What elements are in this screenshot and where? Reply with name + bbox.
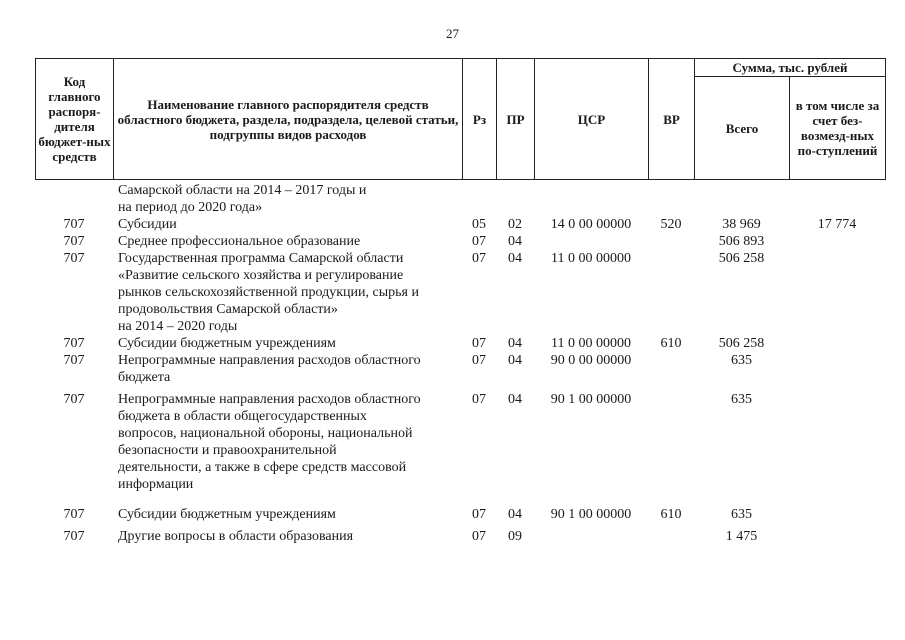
row-total: 635 xyxy=(731,353,752,368)
row-rz: 07 xyxy=(472,353,486,368)
row-incl xyxy=(789,493,885,523)
row-rz xyxy=(462,182,496,216)
header-vr: ВР xyxy=(649,59,695,180)
row-name: Самарской области на 2014 – 2017 годы и на период до 2020 года» xyxy=(118,183,367,215)
table-row xyxy=(35,523,885,545)
header-pr: ПР xyxy=(497,59,535,180)
row-csr xyxy=(534,233,648,250)
row-code: 707 xyxy=(63,353,85,368)
row-code: 707 xyxy=(63,217,85,232)
row-rz: 07 xyxy=(472,251,486,266)
row-rz: 07 xyxy=(472,336,486,351)
row-pr: 04 xyxy=(508,234,522,249)
row-csr: 90 0 00 00000 xyxy=(550,353,632,368)
header-csr: ЦСР xyxy=(535,59,649,180)
row-pr xyxy=(496,182,534,216)
row-csr xyxy=(534,182,648,216)
row-incl: 17 774 xyxy=(817,217,857,232)
row-vr xyxy=(648,233,694,250)
row-csr xyxy=(534,523,648,545)
row-code: 707 xyxy=(63,336,85,351)
row-code: 707 xyxy=(63,251,85,266)
row-code xyxy=(35,182,113,216)
row-rz: 07 xyxy=(472,529,486,544)
row-vr xyxy=(648,182,694,216)
table-row xyxy=(35,352,885,386)
row-incl xyxy=(789,523,885,545)
row-name: Субсидии бюджетным учреждениям xyxy=(118,336,336,351)
row-incl xyxy=(789,250,885,335)
header-code: Код главного распоря-дителя бюджет-ных средств xyxy=(36,59,114,180)
row-vr: 610 xyxy=(660,507,682,522)
row-vr xyxy=(648,386,694,493)
row-code: 707 xyxy=(63,529,85,544)
row-code: 707 xyxy=(63,392,85,407)
row-name: Субсидии xyxy=(118,217,177,232)
row-total: 1 475 xyxy=(725,529,758,544)
row-total: 38 969 xyxy=(722,217,761,232)
row-name: Другие вопросы в области образования xyxy=(118,529,354,544)
row-incl xyxy=(789,182,885,216)
row-total: 635 xyxy=(731,507,752,522)
row-vr xyxy=(648,523,694,545)
row-csr: 14 0 00 00000 xyxy=(550,217,632,232)
row-code: 707 xyxy=(63,507,85,522)
row-pr: 04 xyxy=(508,353,522,368)
row-pr: 04 xyxy=(508,392,522,407)
page-number: 27 xyxy=(446,26,459,41)
row-csr: 90 1 00 00000 xyxy=(550,392,632,407)
row-rz: 07 xyxy=(472,234,486,249)
row-code: 707 xyxy=(63,234,85,249)
table-row xyxy=(35,493,885,523)
row-pr: 04 xyxy=(508,336,522,351)
row-total: 635 xyxy=(731,392,752,407)
row-name: Непрограммные направления расходов областного бюджета xyxy=(118,353,421,385)
header-name: Наименование главного распорядителя средств областного бюджета, раздела, подраздела, целевой статьи, подгруппы видов расходов xyxy=(114,59,463,180)
table-row xyxy=(35,250,885,335)
row-name: Непрограммные направления расходов областного бюджета в области общегосударственных вопросов, национальной обороны, национальной безопасности и правоохранительной деятельности, а также в сфере средств массовой информации xyxy=(118,392,421,492)
row-vr xyxy=(648,352,694,386)
row-total: 506 258 xyxy=(718,251,765,266)
row-total: 506 258 xyxy=(718,336,765,351)
row-total: 506 893 xyxy=(718,234,765,249)
row-pr: 09 xyxy=(508,529,522,544)
row-pr: 04 xyxy=(508,251,522,266)
budget-table xyxy=(35,182,885,545)
row-rz: 07 xyxy=(472,392,486,407)
row-vr xyxy=(648,250,694,335)
table-row xyxy=(35,233,885,250)
row-incl xyxy=(789,233,885,250)
row-total xyxy=(694,182,789,216)
row-name: Субсидии бюджетным учреждениям xyxy=(118,507,336,522)
header-rz: Рз xyxy=(463,59,497,180)
row-incl xyxy=(789,386,885,493)
table-header xyxy=(35,58,886,180)
row-name: Государственная программа Самарской области «Развитие сельского хозяйства и регулирование рынков сельскохозяйственной продукции, сырья и продовольствия Самарской области» на 2014 – 2020 годы xyxy=(118,251,419,334)
header-sum: Сумма, тыс. рублей xyxy=(695,59,886,77)
table-row xyxy=(35,335,885,352)
row-pr: 02 xyxy=(508,217,522,232)
header-total: Всего xyxy=(695,77,790,180)
header-incl: в том числе за счет без-возмезд-ных по-ступлений xyxy=(790,77,886,180)
table-row xyxy=(35,216,885,233)
row-name: Среднее профессиональное образование xyxy=(118,234,361,249)
row-csr: 11 0 00 00000 xyxy=(551,336,631,351)
row-rz: 05 xyxy=(472,217,486,232)
row-csr: 90 1 00 00000 xyxy=(550,507,632,522)
table-row xyxy=(35,182,885,216)
row-incl xyxy=(789,352,885,386)
table-row xyxy=(35,386,885,493)
row-csr: 11 0 00 00000 xyxy=(551,251,631,266)
row-vr: 520 xyxy=(660,217,682,232)
row-pr: 04 xyxy=(508,507,522,522)
row-incl xyxy=(789,335,885,352)
row-vr: 610 xyxy=(660,336,682,351)
row-rz: 07 xyxy=(472,507,486,522)
